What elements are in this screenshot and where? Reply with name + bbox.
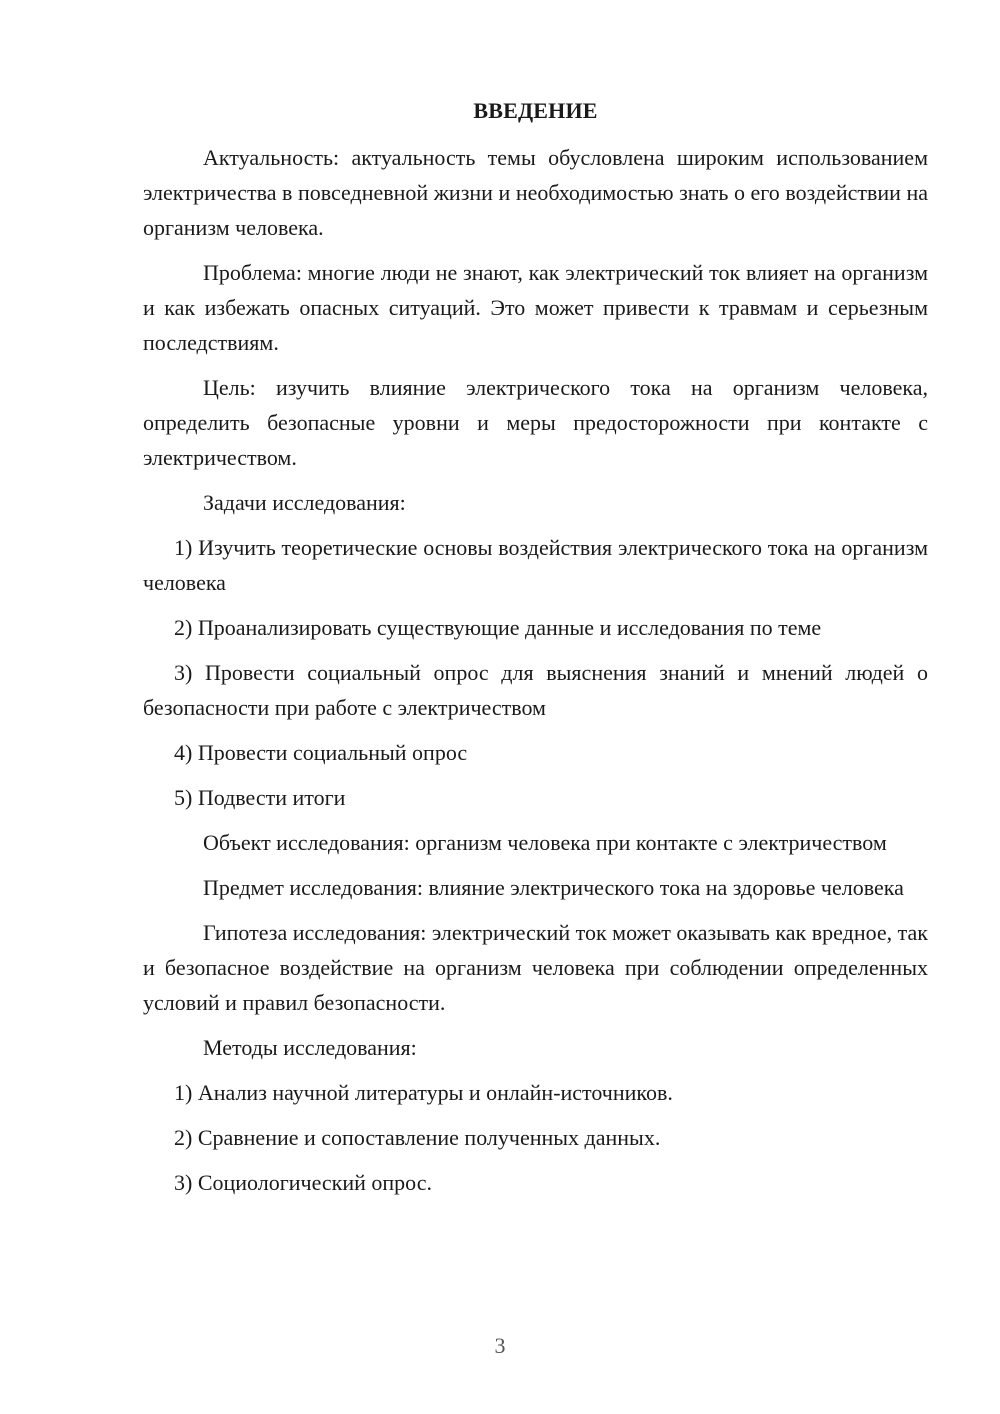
task-item-1: 1) Изучить теоретические основы воздействия электрического тока на организм человека [143, 535, 928, 595]
method-item-2: 2) Сравнение и сопоставление полученных данных. [174, 1125, 661, 1150]
document-page [143, 94, 928, 1210]
paragraph-hypothesis: Гипотеза исследования: электрический ток может оказывать как вредное, так и безопасное воздействие на организм человека при соблюдении определенных условий и правил безопасности. [143, 920, 928, 1015]
methods-heading: Методы исследования: [203, 1035, 417, 1060]
task-item-2: 2) Проанализировать существующие данные и исследования по теме [174, 615, 822, 640]
paragraph-object: Объект исследования: организм человека при контакте с электричеством [203, 830, 887, 855]
tasks-heading: Задачи исследования: [203, 490, 406, 515]
page-number: 3 [494, 1333, 506, 1358]
paragraph-relevance: Актуальность: актуальность темы обусловлена широким использованием электричества в повседневной жизни и необходимостью знать о его воздействии на организм человека. [143, 145, 928, 240]
task-item-3: 3) Провести социальный опрос для выяснения знаний и мнений людей о безопасности при работе с электричеством [143, 660, 928, 720]
paragraph-problem: Проблема: многие люди не знают, как электрический ток влияет на организм и как избежать опасных ситуаций. Это может привести к травмам и серьезным последствиям. [143, 260, 928, 355]
paragraph-subject: Предмет исследования: влияние электрического тока на здоровье человека [203, 875, 904, 900]
method-item-1: 1) Анализ научной литературы и онлайн-источников. [174, 1080, 673, 1105]
method-item-3: 3) Социологический опрос. [174, 1170, 432, 1195]
task-item-4: 4) Провести социальный опрос [174, 740, 468, 765]
task-item-5: 5) Подвести итоги [174, 785, 346, 810]
page-title: ВВЕДЕНИЕ [473, 98, 598, 123]
paragraph-goal: Цель: изучить влияние электрического тока на организм человека, определить безопасные уровни и меры предосторожности при контакте с электричеством. [143, 375, 928, 470]
